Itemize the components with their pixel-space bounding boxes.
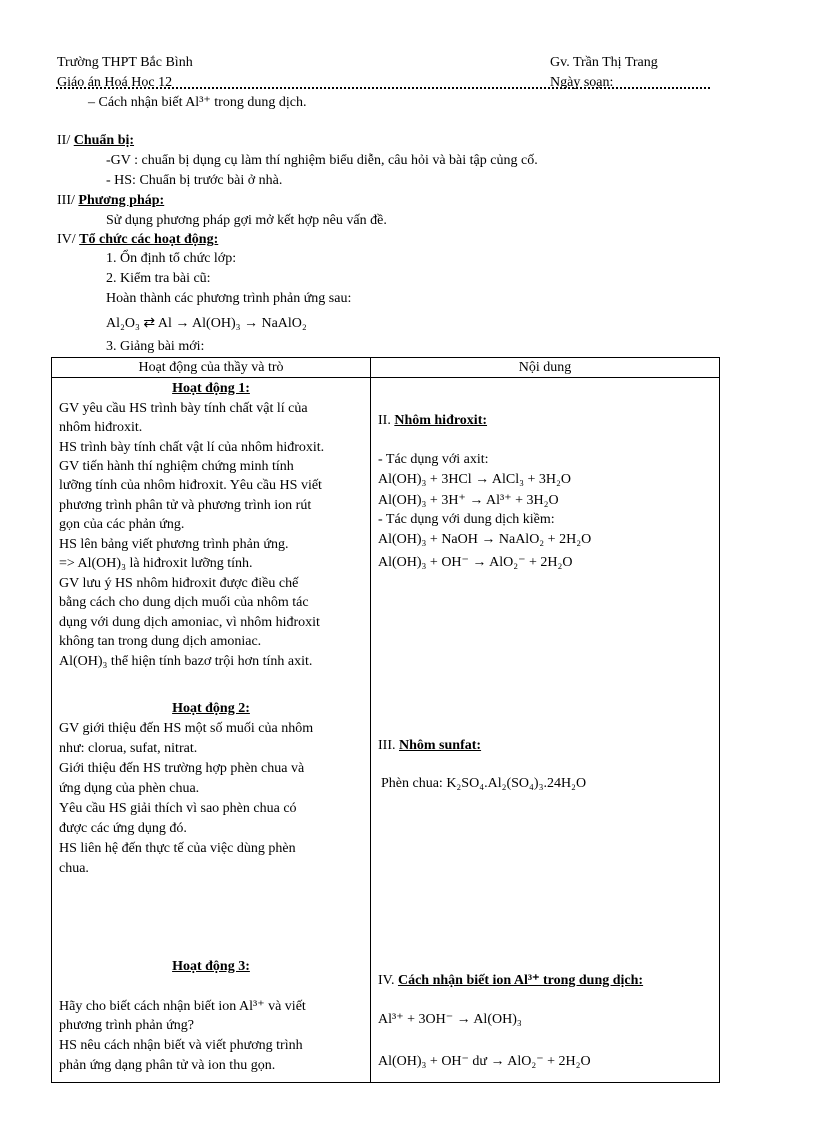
activity-1-line: bằng cách cho dung dịch muối của nhôm tác <box>59 595 309 610</box>
section-4-item3: 3. Giảng bài mới: <box>106 339 205 354</box>
school-name: Trường THPT Bắc Bình <box>57 55 193 70</box>
content-section-2-roman: II. <box>378 413 395 428</box>
content-section-2-heading <box>378 413 487 429</box>
activity-1-line: không tan trong dung dịch amoniac. <box>59 634 262 649</box>
acid-label: - Tác dụng với axit: <box>378 452 489 467</box>
activity-2-line: được các ứng dụng đó. <box>59 821 187 836</box>
activity-1-line: dụng với dung dịch amoniac, vì nhôm hiđroxit <box>59 615 320 630</box>
activity-1-line: lưỡng tính của nhôm hiđroxit. Yêu cầu HS viết <box>59 478 322 493</box>
section-3-roman: III/ <box>57 193 79 208</box>
section-4-item2-desc: Hoàn thành các phương trình phản ứng sau: <box>106 291 352 306</box>
section-2-line2: - HS: Chuẩn bị trước bài ở nhà. <box>106 173 283 188</box>
base-label: - Tác dụng với dung dịch kiềm: <box>378 512 555 527</box>
activity-3-line: Hãy cho biết cách nhận biết ion Al³⁺ và viết <box>59 999 306 1014</box>
reaction-scheme: Al₂O₃ ⇄ Al → Al(OH)₃ → NaAlO₂ <box>106 316 307 331</box>
content-section-2-title: Nhôm hiđroxit: <box>394 413 488 428</box>
equation-2: Al(OH)₃ + 3H⁺ → Al³⁺ + 3H₂O <box>378 493 559 508</box>
activity-1-line: HS trình bày tính chất vật lí của nhôm hiđroxit. <box>59 440 325 455</box>
activities-cell <box>52 378 371 1083</box>
section-3-line1: Sử dụng phương pháp gợi mở kết hợp nêu vấn đề. <box>106 213 387 228</box>
equation-5: Al³⁺ + 3OH⁻ → Al(OH)₃ <box>378 1012 522 1027</box>
section-4-roman: IV/ <box>57 232 80 247</box>
section-4-item2: 2. Kiểm tra bài cũ: <box>106 271 211 286</box>
content-section-4-title: Cách nhận biết ion Al³⁺ trong dung dịch: <box>397 973 644 988</box>
section-2-line1: -GV : chuẩn bị dụng cụ làm thí nghiệm biểu diễn, câu hỏi và bài tập củng cố. <box>106 153 538 168</box>
section-4-item1: 1. Ổn định tổ chức lớp: <box>106 251 237 266</box>
col-header-content: Nội dung <box>371 358 720 378</box>
equation-1: Al(OH)₃ + 3HCl → AlCl₃ + 3H₂O <box>378 472 571 487</box>
activity-1-line: GV tiến hành thí nghiệm chứng minh tính <box>59 459 294 474</box>
equation-6: Al(OH)₃ + OH⁻ dư → AlO₂⁻ + 2H₂O <box>378 1054 591 1069</box>
activity-2-line: GV giới thiệu đến HS một số muối của nhôm <box>59 721 314 736</box>
alum-formula: Phèn chua: K₂SO₄.Al₂(SO₄)₃.24H₂O <box>381 776 587 791</box>
content-section-3-title: Nhôm sunfat: <box>399 738 482 753</box>
content-section-3-roman: III. <box>378 738 399 753</box>
section-3-title: Phương pháp: <box>78 193 165 208</box>
activity-1-line: GV lưu ý HS nhôm hiđroxit được điều chế <box>59 576 299 591</box>
activity-3-heading: Hoạt động 3: <box>172 959 250 974</box>
content-section-4-roman: IV. <box>378 973 398 988</box>
section-2-heading <box>57 133 134 149</box>
col-header-activities: Hoạt động của thầy và trò <box>52 358 371 378</box>
activity-1-line: Al(OH)₃ thể hiện tính bazơ trội hơn tính axit. <box>59 654 313 669</box>
activity-3-line: HS nêu cách nhận biết và viết phương trình <box>59 1038 303 1053</box>
date-label: Ngày soạn: <box>550 75 614 90</box>
activity-2-line: Yêu cầu HS giải thích vì sao phèn chua có <box>59 801 297 816</box>
activity-1-heading: Hoạt động 1: <box>172 381 250 396</box>
section-2-title: Chuẩn bị: <box>73 133 135 148</box>
header-divider <box>56 87 710 89</box>
section-2-roman: II/ <box>57 133 74 148</box>
activity-2-line: ứng dụng của phèn chua. <box>59 781 200 796</box>
equation-3: Al(OH)₃ + NaOH → NaAlO₂ + 2H₂O <box>378 532 592 547</box>
activity-3-line: phản ứng dạng phân tử và ion thu gọn. <box>59 1058 276 1073</box>
section-4-title: Tổ chức các hoạt động: <box>79 232 219 247</box>
intro-line: – Cách nhận biết Al³⁺ trong dung dịch. <box>88 95 307 110</box>
lesson-title: Giáo án Hoá Học 12 <box>57 75 173 90</box>
activity-2-line: như: clorua, sufat, nitrat. <box>59 741 198 756</box>
activity-1-line: => Al(OH)₃ là hiđroxit lưỡng tính. <box>59 556 253 571</box>
activity-3-line: phương trình phản ứng? <box>59 1018 194 1033</box>
content-cell <box>371 378 720 1083</box>
content-section-4-heading <box>378 972 643 989</box>
section-4-heading <box>57 232 218 248</box>
activity-1-line: GV yêu cầu HS trình bày tính chất vật lí của <box>59 401 308 416</box>
section-3-heading <box>57 193 164 209</box>
activity-1-line: nhôm hiđroxit. <box>59 420 143 435</box>
activity-1-line: HS lên bảng viết phương trình phản ứng. <box>59 537 289 552</box>
equation-4: Al(OH)₃ + OH⁻ → AlO₂⁻ + 2H₂O <box>378 555 573 570</box>
activity-2-heading: Hoạt động 2: <box>172 701 250 716</box>
lesson-table <box>51 357 720 1083</box>
teacher-name: Gv. Trần Thị Trang <box>550 55 658 70</box>
activity-2-line: Giới thiệu đến HS trường hợp phèn chua và <box>59 761 305 776</box>
activity-1-line: gọn của các phản ứng. <box>59 517 185 532</box>
activity-2-line: chua. <box>59 861 89 876</box>
activity-2-line: HS liên hệ đến thực tế của việc dùng phèn <box>59 841 296 856</box>
content-section-3-heading <box>378 738 481 754</box>
activity-1-line: phương trình phân tử và phương trình ion rút <box>59 498 312 513</box>
